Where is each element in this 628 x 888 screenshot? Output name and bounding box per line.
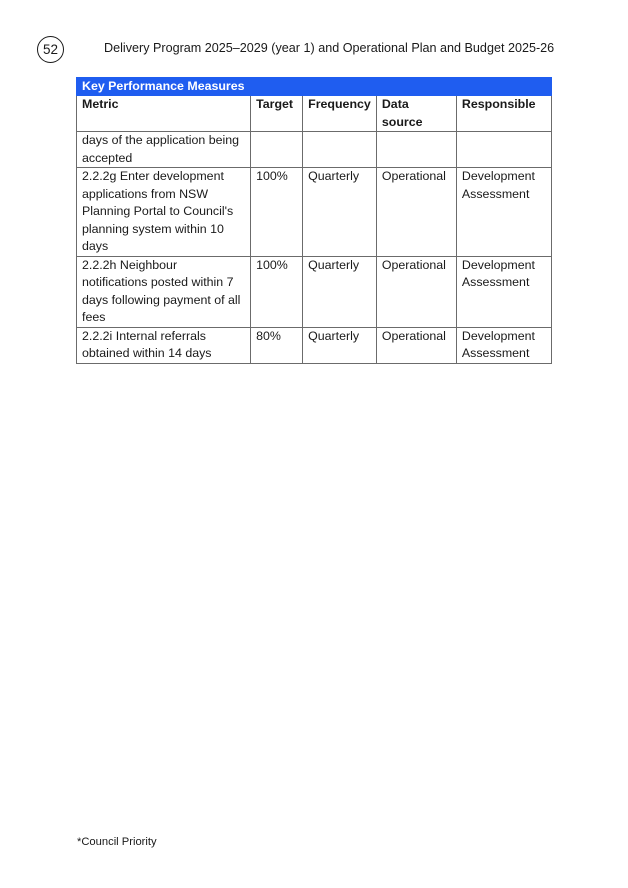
metric-cell: 2.2.2i Internal referrals obtained within 14 days <box>77 327 251 363</box>
data-source-cell: Operational <box>376 256 456 327</box>
footnote: *Council Priority <box>77 836 157 848</box>
column-header-frequency: Frequency <box>303 96 377 132</box>
metric-cell: 2.2.2h Neighbour notifications posted within 7 days following payment of all fees <box>77 256 251 327</box>
frequency-cell: Quarterly <box>303 256 377 327</box>
frequency-cell: Quarterly <box>303 168 377 257</box>
data-source-cell: Operational <box>376 327 456 363</box>
page-number: 52 <box>42 42 59 57</box>
document-title: Delivery Program 2025–2029 (year 1) and Operational Plan and Budget 2025-26 <box>104 41 555 55</box>
page-number-badge <box>37 36 64 63</box>
column-header-target: Target <box>251 96 303 132</box>
responsible-cell: Development Assessment <box>456 168 551 257</box>
metric-cell: days of the application being accepted <box>77 132 251 168</box>
responsible-cell: Development Assessment <box>456 256 551 327</box>
table-header-row <box>77 96 552 132</box>
column-header-metric: Metric <box>77 96 251 132</box>
table-row <box>77 132 552 168</box>
target-cell: 100% <box>251 256 303 327</box>
table-title: Key Performance Measures <box>77 78 552 96</box>
key-performance-measures-table <box>76 77 552 364</box>
target-cell <box>251 132 303 168</box>
table-row <box>77 256 552 327</box>
table-row <box>77 168 552 257</box>
table-title-row <box>77 78 552 96</box>
target-cell: 80% <box>251 327 303 363</box>
column-header-responsible: Responsible <box>456 96 551 132</box>
metric-cell: 2.2.2g Enter development applications from NSW Planning Portal to Council's planning system within 10 days <box>77 168 251 257</box>
responsible-cell <box>456 132 551 168</box>
column-header-data-source: Data source <box>376 96 456 132</box>
frequency-cell: Quarterly <box>303 327 377 363</box>
target-cell: 100% <box>251 168 303 257</box>
data-source-cell <box>376 132 456 168</box>
frequency-cell <box>303 132 377 168</box>
data-source-cell: Operational <box>376 168 456 257</box>
responsible-cell: Development Assessment <box>456 327 551 363</box>
table-row <box>77 327 552 363</box>
